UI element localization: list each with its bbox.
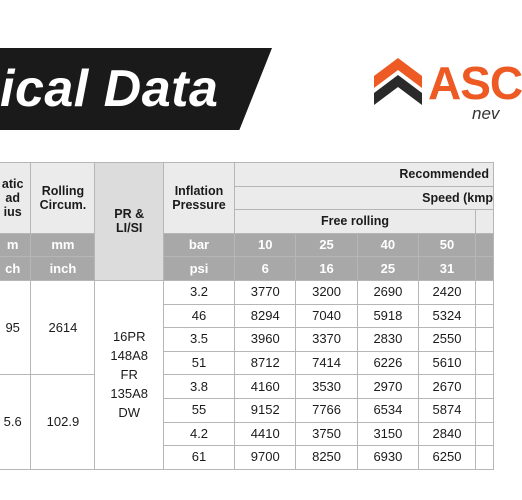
brand-name: ASC — [428, 57, 522, 109]
pressure-unit-imperial: psi — [163, 257, 234, 281]
technical-data-table — [0, 162, 494, 470]
load-cell: 3200 — [296, 280, 357, 304]
load-cell: 6534 — [357, 398, 418, 422]
load-cell: 2840 — [419, 422, 476, 446]
pressure-cell: 3.2 — [163, 280, 234, 304]
pressure-cell: 3.8 — [163, 375, 234, 399]
load-cell: 8250 — [296, 446, 357, 470]
speed-kmh: 50 — [419, 233, 476, 257]
load-cell: 7414 — [296, 351, 357, 375]
load-cell-overflow — [475, 328, 493, 352]
speed-header: Speed (kmp — [235, 186, 494, 210]
pressure-cell: 3.5 — [163, 328, 234, 352]
units-row-imperial — [0, 257, 494, 281]
table-row — [0, 375, 494, 399]
radius-unit-imperial: ch — [0, 257, 31, 281]
load-cell: 3150 — [357, 422, 418, 446]
load-cell-overflow — [475, 422, 493, 446]
load-cell-overflow — [475, 398, 493, 422]
load-cell: 6250 — [419, 446, 476, 470]
load-cell: 8712 — [235, 351, 296, 375]
load-cell: 9152 — [235, 398, 296, 422]
static-load-radius-header: atic ad ius — [0, 163, 31, 234]
load-cell: 2970 — [357, 375, 418, 399]
load-cell: 3750 — [296, 422, 357, 446]
brand-tagline: nev — [472, 104, 500, 123]
table-row — [0, 280, 494, 304]
load-cell: 5610 — [419, 351, 476, 375]
load-cell: 3770 — [235, 280, 296, 304]
load-cell-overflow — [475, 304, 493, 328]
load-cell: 8294 — [235, 304, 296, 328]
load-cell: 3960 — [235, 328, 296, 352]
inflation-pressure-header: Inflation Pressure — [163, 163, 234, 234]
pressure-cell: 55 — [163, 398, 234, 422]
load-cell: 3370 — [296, 328, 357, 352]
circum-unit-imperial: inch — [31, 257, 95, 281]
load-cell: 2550 — [419, 328, 476, 352]
pressure-cell: 4.2 — [163, 422, 234, 446]
load-cell: 5874 — [419, 398, 476, 422]
next-mode-header — [475, 210, 493, 234]
circum-unit-metric: mm — [31, 233, 95, 257]
speed-kmh: 40 — [357, 233, 418, 257]
load-cell: 7040 — [296, 304, 357, 328]
units-row-metric — [0, 233, 494, 257]
speed-mph: 31 — [419, 257, 476, 281]
load-cell-overflow — [475, 351, 493, 375]
speed-mph: 6 — [235, 257, 296, 281]
rolling-circum-header: Rolling Circum. — [31, 163, 95, 234]
load-cell-overflow — [475, 280, 493, 304]
speed-mph: 16 — [296, 257, 357, 281]
brand-chevron-icon — [374, 58, 422, 108]
speed-kmh: 10 — [235, 233, 296, 257]
static-radius-cell: 5.6 — [0, 375, 31, 469]
pressure-cell: 46 — [163, 304, 234, 328]
pressure-cell: 61 — [163, 446, 234, 470]
load-cell: 4410 — [235, 422, 296, 446]
load-cell: 2830 — [357, 328, 418, 352]
speed-kmh: 25 — [296, 233, 357, 257]
load-cell: 3530 — [296, 375, 357, 399]
load-cell: 5324 — [419, 304, 476, 328]
load-cell: 7766 — [296, 398, 357, 422]
speed-mph: 25 — [357, 257, 418, 281]
load-cell: 2670 — [419, 375, 476, 399]
pressure-unit-metric: bar — [163, 233, 234, 257]
pr-li-si-header: PR & LI/SI — [95, 163, 164, 281]
load-cell: 6930 — [357, 446, 418, 470]
load-cell-overflow — [475, 446, 493, 470]
load-cell: 5918 — [357, 304, 418, 328]
speed-kmh-overflow — [475, 233, 493, 257]
free-rolling-header: Free rolling — [235, 210, 476, 234]
load-cell: 2690 — [357, 280, 418, 304]
pr-li-si-cell: 16PR 148A8 FR 135A8 DW — [95, 280, 164, 469]
load-cell: 2420 — [419, 280, 476, 304]
recommended-header: Recommended — [235, 163, 494, 187]
load-cell: 4160 — [235, 375, 296, 399]
speed-mph-overflow — [475, 257, 493, 281]
static-radius-cell: 95 — [0, 280, 31, 374]
header-row-1 — [0, 163, 494, 187]
load-cell: 9700 — [235, 446, 296, 470]
load-cell: 6226 — [357, 351, 418, 375]
pressure-cell: 51 — [163, 351, 234, 375]
rolling-circum-cell: 102.9 — [31, 375, 95, 469]
load-cell-overflow — [475, 375, 493, 399]
radius-unit-metric: m — [0, 233, 31, 257]
rolling-circum-cell: 2614 — [31, 280, 95, 374]
page-title: ical Data — [0, 60, 219, 118]
